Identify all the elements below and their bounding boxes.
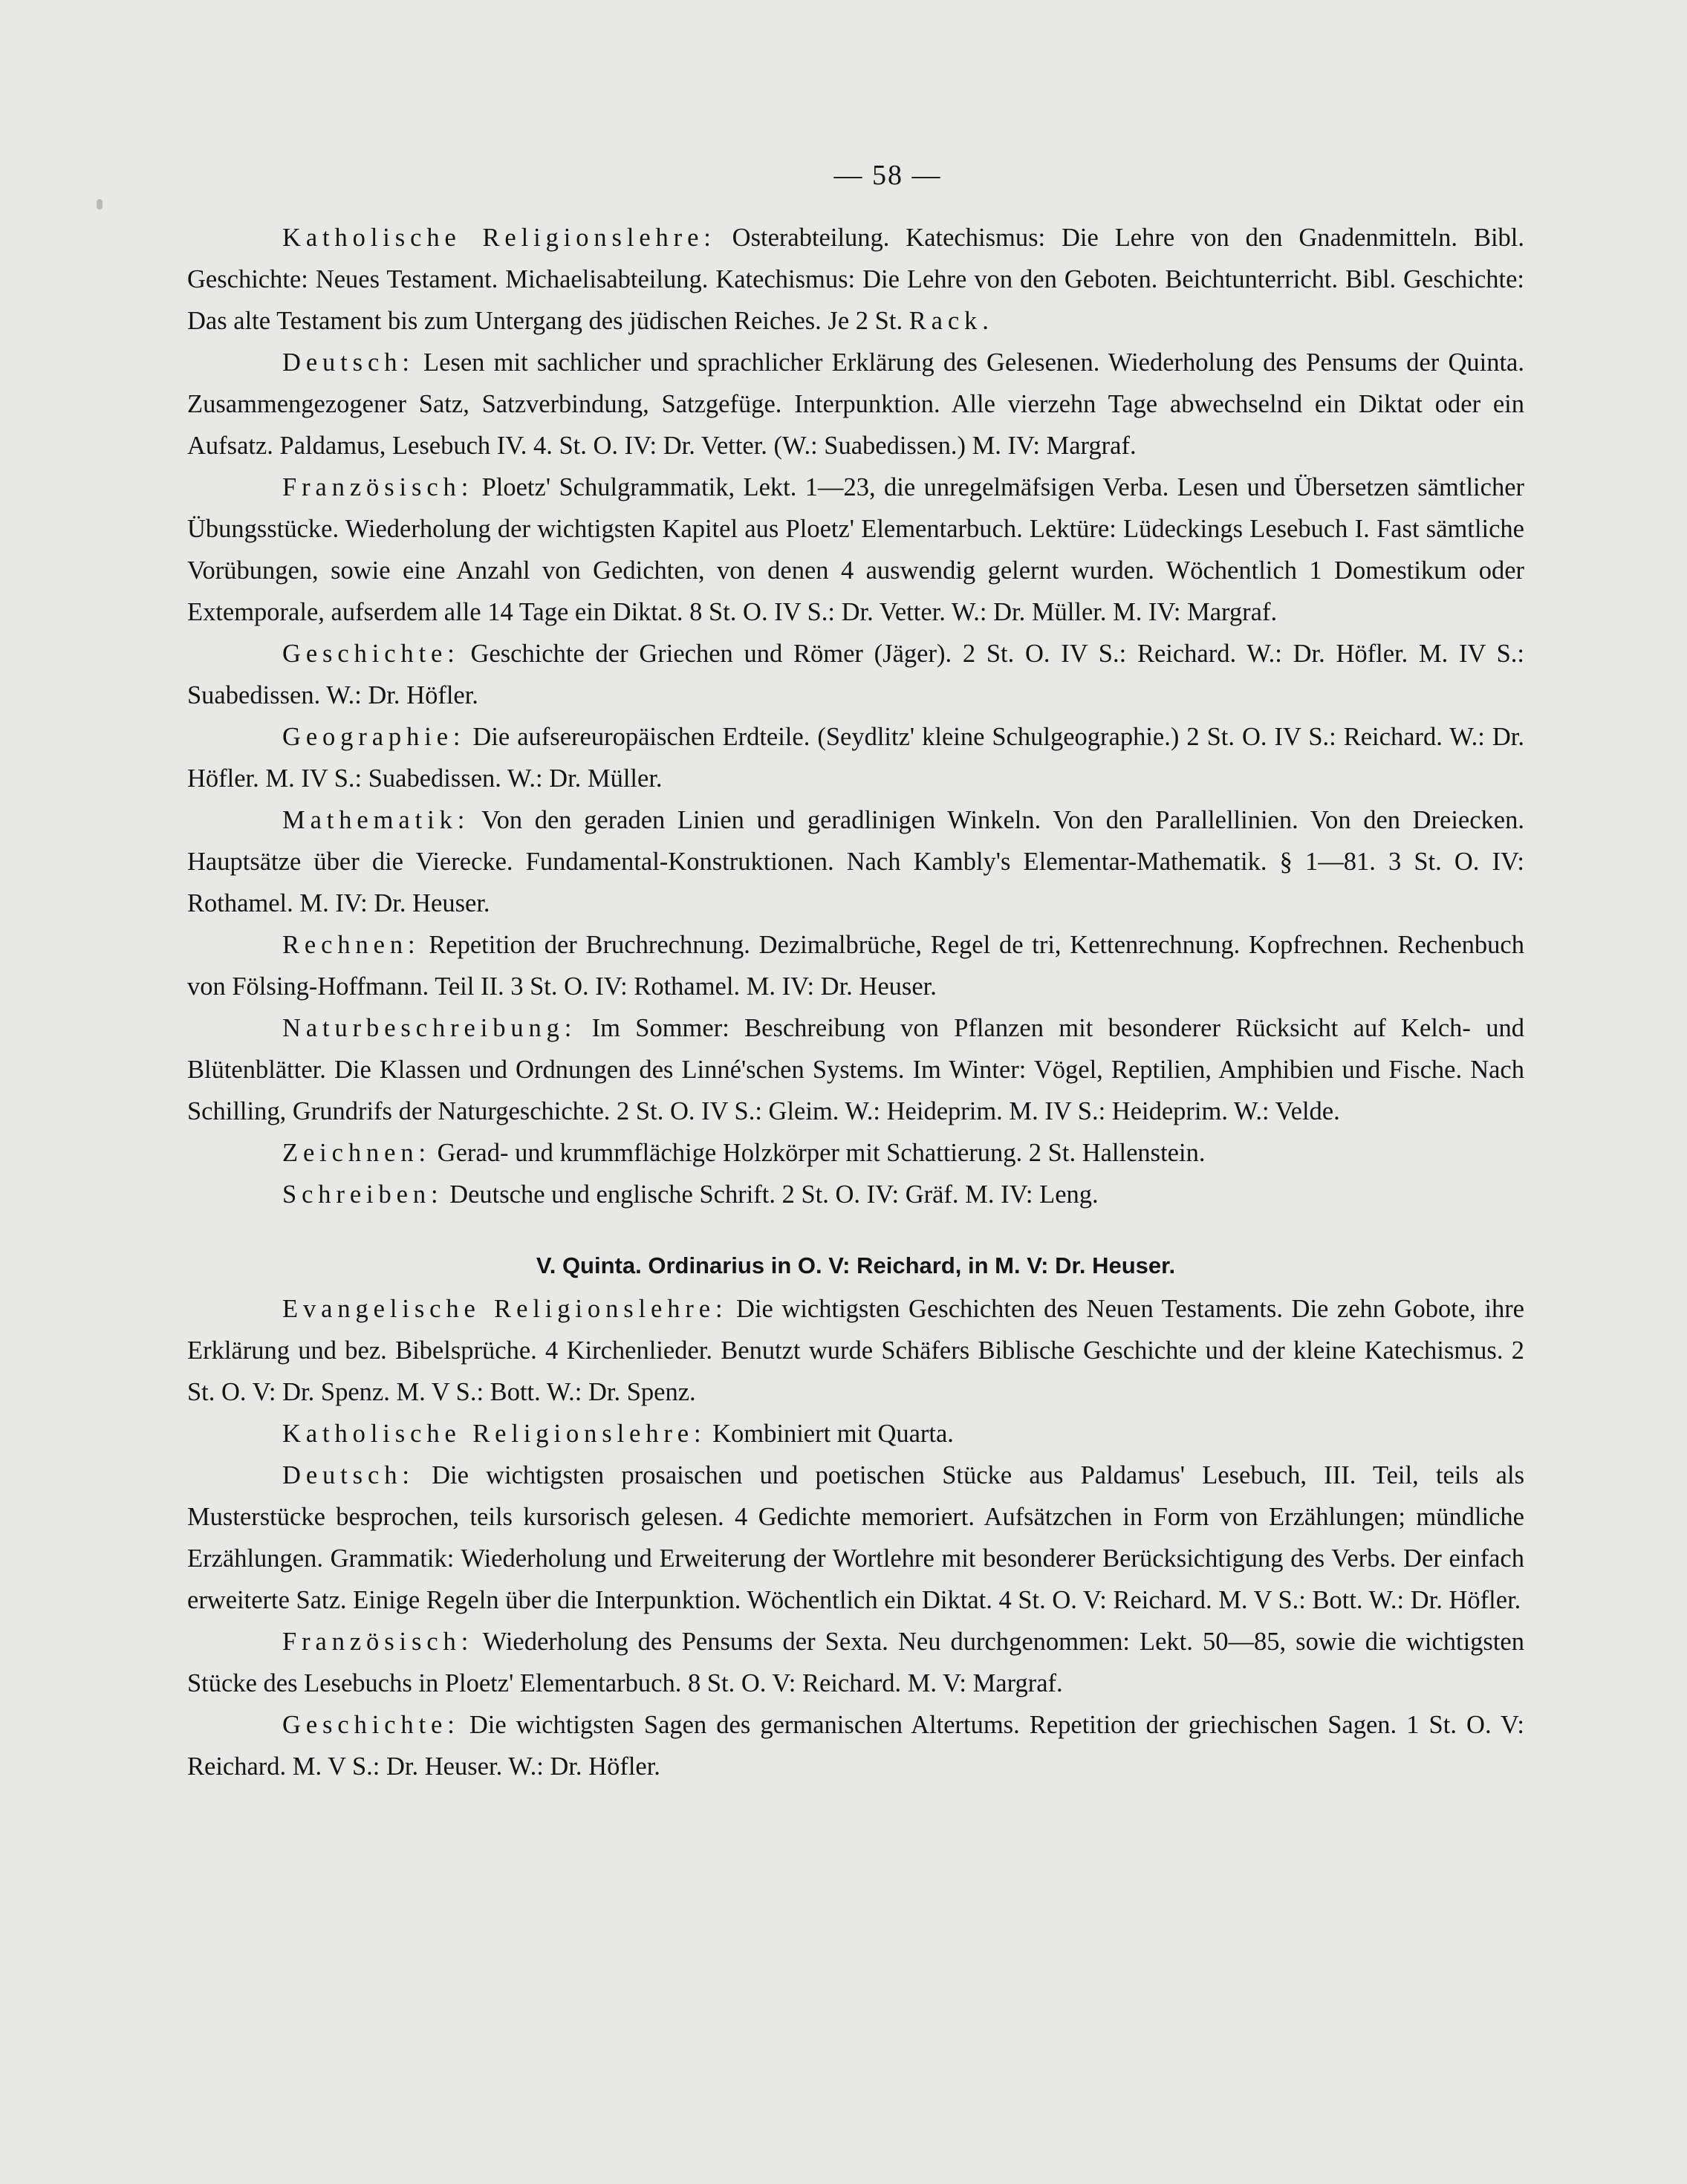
paragraph-text: Lesen mit sachlicher und sprachlicher Erklärung des Gelesenen. Wiederholung des Pensums der Quinta. Zusammengezogener Satz, Satzverbindung, Satzgefüge. Interpunktion. Alle vierzehn Tage abwechselnd ein Diktat oder ein Aufsatz. Paldamus, Lesebuch IV. 4. St. O. IV: Dr. Vetter. (W.: Suabedissen.) M. IV: Margraf. bbox=[187, 348, 1524, 460]
page-body bbox=[187, 217, 1524, 1787]
paragraph-writing bbox=[187, 1174, 1524, 1215]
paragraph-text: Von den geraden Linien und geradlinigen Winkeln. Von den Parallellinien. Von den Dreiecken. Hauptsätze über die Vierecke. Fundamental-Konstruktionen. Nach Kambly's Elementar-Mathematik. § 1—81. 3 St. O. IV: Rothamel. M. IV: Dr. Heuser. bbox=[187, 806, 1524, 917]
teacher-name: Rack. bbox=[908, 307, 994, 335]
subject-label: Deutsch: bbox=[282, 1461, 415, 1489]
page-number: — 58 — bbox=[833, 160, 942, 191]
subject-label: Evangelische Religionslehre: bbox=[282, 1295, 728, 1323]
subject-label: Deutsch: bbox=[282, 348, 415, 377]
paragraph-text: Die wichtigsten Geschichten des Neuen Testaments. Die zehn Gobote, ihre Erklärung und bez. Bibelsprüche. 4 Kirchenlieder. Benutzt wurde Schäfers Biblische Geschichte und der kleine Katechismus. 2 St. O. V: Dr. Spenz. M. V S.: Bott. W.: Dr. Spenz. bbox=[187, 1295, 1524, 1406]
subject-label: Französisch: bbox=[282, 473, 474, 501]
paragraph-text: Geschichte der Griechen und Römer (Jäger). 2 St. O. IV S.: Reichard. W.: Dr. Höfler. M. IV S.: Suabedissen. W.: Dr. Höfler. bbox=[187, 640, 1524, 709]
paragraph-german bbox=[187, 342, 1524, 467]
subject-label: Schreiben: bbox=[282, 1180, 443, 1209]
paragraph-history-quinta bbox=[187, 1704, 1524, 1787]
paragraph-text: Ploetz' Schulgrammatik, Lekt. 1—23, die unregelmäfsigen Verba. Lesen und Übersetzen sämtlicher Übungsstücke. Wiederholung der wichtigsten Kapitel aus Ploetz' Elementarbuch. Lektüre: Lüdeckings Lesebuch I. Fast sämtliche Vorübungen, sowie eine Anzahl von Gedichten, von denen 4 auswendig gelernt wurden. Wöchentlich 1 Domestikum oder Extemporale, aufserdem alle 14 Tage ein Diktat. 8 St. O. IV S.: Dr. Vetter. W.: Dr. Müller. M. IV: Margraf. bbox=[187, 473, 1524, 626]
paragraph-mathematics bbox=[187, 799, 1524, 924]
paragraph-text: Die wichtigsten prosaischen und poetischen Stücke aus Paldamus' Lesebuch, III. Teil, teils als Musterstücke besprochen, teils kursorisch gelesen. 4 Gedichte memoriert. Aufsätzchen in Form von Erzählungen; mündliche Erzählungen. Grammatik: Wiederholung und Erweiterung der Wortlehre mit besonderer Berücksichtigung des Verbs. Der einfach erweiterte Satz. Einige Regeln über die Interpunktion. Wöchentlich ein Diktat. 4 St. O. V: Reichard. M. V S.: Bott. W.: Dr. Höfler. bbox=[187, 1461, 1524, 1614]
paragraph-catholic-religion bbox=[187, 217, 1524, 342]
paragraph-history bbox=[187, 633, 1524, 716]
subject-label: Rechnen: bbox=[282, 931, 420, 959]
section-heading-quinta: V. Quinta. Ordinarius in O. V: Reichard, in M. V: Dr. Heuser. bbox=[536, 1252, 1176, 1278]
paragraph-arithmetic bbox=[187, 924, 1524, 1007]
paragraph-text: Kombiniert mit Quarta. bbox=[706, 1420, 954, 1448]
subject-label: Mathematik: bbox=[282, 806, 470, 834]
scan-mark bbox=[97, 199, 103, 209]
subject-label: Katholische Religionslehre: bbox=[282, 1420, 706, 1448]
paragraph-french bbox=[187, 467, 1524, 633]
paragraph-natural-history bbox=[187, 1007, 1524, 1132]
subject-label: Zeichnen: bbox=[282, 1139, 432, 1167]
paragraph-text: Die aufsereuropäischen Erdteile. (Seydlitz' kleine Schulgeographie.) 2 St. O. IV S.: Reichard. W.: Dr. Höfler. M. IV S.: Suabedissen. W.: Dr. Müller. bbox=[187, 723, 1524, 793]
paragraph-text: Im Sommer: Beschreibung von Pflanzen mit besonderer Rücksicht auf Kelch- und Blütenblätter. Die Klassen und Ordnungen des Linné'schen Systems. Im Winter: Vögel, Reptilien, Amphibien und Fische. Nach Schilling, Grundrifs der Naturgeschichte. 2 St. O. IV S.: Gleim. W.: Heideprim. M. IV S.: Heideprim. W.: Velde. bbox=[187, 1014, 1524, 1125]
subject-label: Geschichte: bbox=[282, 640, 460, 668]
paragraph-drawing bbox=[187, 1132, 1524, 1174]
subject-label: Geschichte: bbox=[282, 1711, 460, 1739]
paragraph-text: Wiederholung des Pensums der Sexta. Neu durchgenommen: Lekt. 50—85, sowie die wichtigsten Stücke des Lesebuchs in Ploetz' Elementarbuch. 8 St. O. V: Reichard. M. V: Margraf. bbox=[187, 1628, 1524, 1697]
paragraph-german-quinta bbox=[187, 1455, 1524, 1621]
subject-label: Geographie: bbox=[282, 723, 466, 751]
paragraph-geography bbox=[187, 716, 1524, 799]
paragraph-text: Repetition der Bruchrechnung. Dezimalbrüche, Regel de tri, Kettenrechnung. Kopfrechnen. Rechenbuch von Fölsing-Hoffmann. Teil II. 3 St. O. IV: Rothamel. M. IV: Dr. Heuser. bbox=[187, 931, 1524, 1001]
paragraph-protestant-religion bbox=[187, 1288, 1524, 1413]
paragraph-catholic-religion-quinta bbox=[187, 1413, 1524, 1455]
subject-label: Katholische Religionslehre: bbox=[282, 224, 716, 252]
paragraph-text: Gerad- und krummflächige Holzkörper mit Schattierung. 2 St. Hallenstein. bbox=[431, 1139, 1206, 1167]
paragraph-text: Osterabteilung. Katechismus: Die Lehre von den Gnadenmitteln. Bibl. Geschichte: Neues Testament. Michaelisabteilung. Katechismus: Die Lehre von den Geboten. Beichtunterricht. Bibl. Geschichte: Das alte Testament bis zum Untergang des jüdischen Reiches. Je 2 St. bbox=[187, 224, 1525, 335]
subject-label: Französisch: bbox=[282, 1628, 474, 1656]
paragraph-text: Deutsche und englische Schrift. 2 St. O. IV: Gräf. M. IV: Leng. bbox=[443, 1180, 1099, 1209]
paragraph-text: Die wichtigsten Sagen des germanischen Altertums. Repetition der griechischen Sagen. 1 St. O. V: Reichard. M. V S.: Dr. Heuser. W.: Dr. Höfler. bbox=[187, 1711, 1524, 1781]
paragraph-french-quinta bbox=[187, 1621, 1524, 1704]
subject-label: Naturbeschreibung: bbox=[282, 1014, 577, 1042]
